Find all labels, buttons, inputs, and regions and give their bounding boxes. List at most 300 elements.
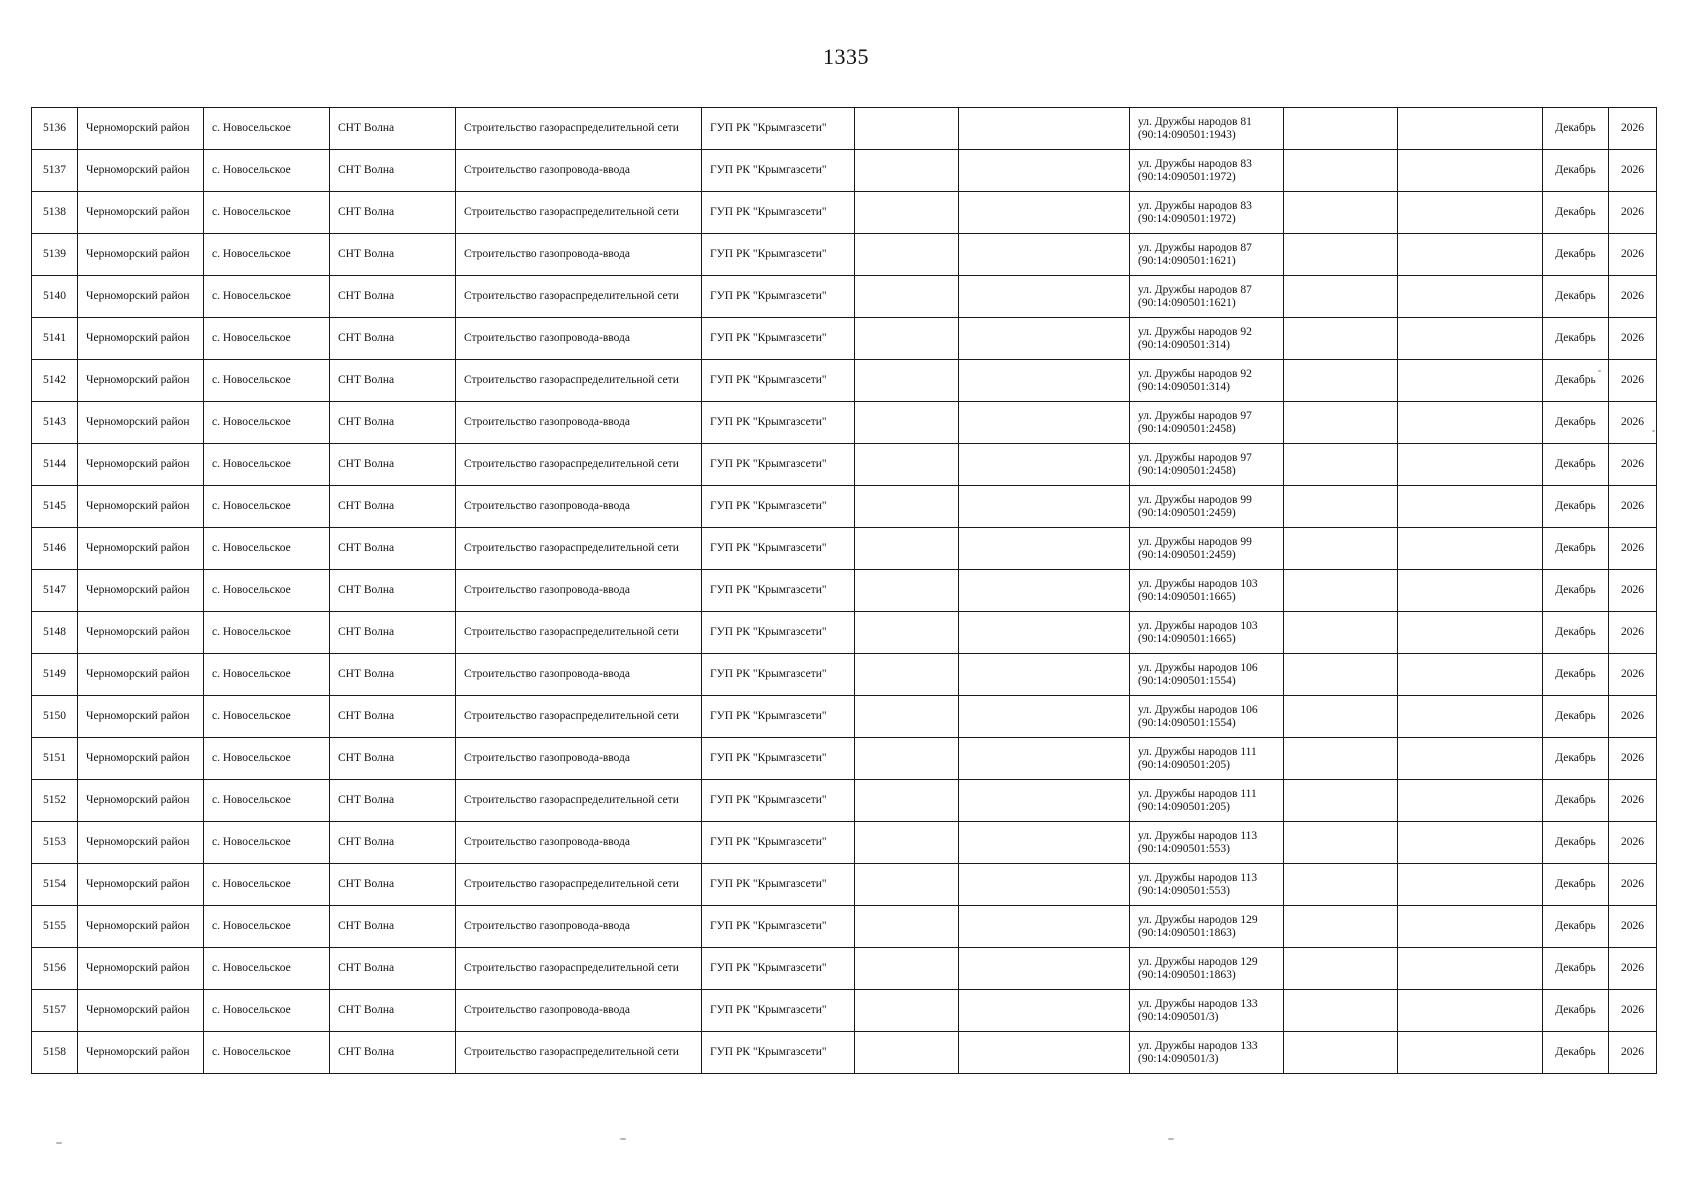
address-cell <box>1130 738 1284 780</box>
empty-cell <box>1284 150 1398 192</box>
empty-cell <box>959 1032 1130 1074</box>
empty-cell <box>959 276 1130 318</box>
year-cell: 2026 <box>1609 948 1657 990</box>
scan-speck <box>1652 430 1655 432</box>
organization-cell: ГУП РК "Крымгазсети" <box>702 696 855 738</box>
address-cell <box>1130 822 1284 864</box>
address-cell <box>1130 360 1284 402</box>
address-line: ул. Дружбы народов 92 <box>1138 325 1252 338</box>
month-cell: Декабрь <box>1543 192 1609 234</box>
empty-cell <box>855 150 959 192</box>
organization-cell: ГУП РК "Крымгазсети" <box>702 864 855 906</box>
table-row <box>32 822 1657 864</box>
district-cell: Черноморский район <box>78 402 204 444</box>
month-cell: Декабрь <box>1543 948 1609 990</box>
address-line: ул. Дружбы народов 87 <box>1138 241 1252 254</box>
table-row <box>32 444 1657 486</box>
row-number-cell: 5144 <box>32 444 78 486</box>
page-number: 1335 <box>823 44 869 69</box>
snt-cell: СНТ Волна <box>330 528 456 570</box>
work-type-cell: Строительство газопровода-ввода <box>456 822 702 864</box>
row-number-cell: 5152 <box>32 780 78 822</box>
empty-cell <box>1398 192 1543 234</box>
empty-cell <box>959 234 1130 276</box>
empty-cell <box>1284 780 1398 822</box>
table-row <box>32 276 1657 318</box>
empty-cell <box>855 444 959 486</box>
cadastral-number: (90:14:090501:553) <box>1138 884 1230 897</box>
organization-cell: ГУП РК "Крымгазсети" <box>702 612 855 654</box>
cadastral-number: (90:14:090501:1621) <box>1138 296 1236 309</box>
address-cell <box>1130 990 1284 1032</box>
work-type-cell: Строительство газораспределительной сети <box>456 108 702 150</box>
empty-cell <box>1398 276 1543 318</box>
month-cell: Декабрь <box>1543 318 1609 360</box>
year-cell: 2026 <box>1609 276 1657 318</box>
table-row <box>32 234 1657 276</box>
table-row <box>32 486 1657 528</box>
scan-speck <box>56 1142 62 1144</box>
empty-cell <box>959 990 1130 1032</box>
organization-cell: ГУП РК "Крымгазсети" <box>702 822 855 864</box>
address-line: ул. Дружбы народов 106 <box>1138 703 1258 716</box>
cadastral-number: (90:14:090501:2458) <box>1138 422 1236 435</box>
row-number-cell: 5154 <box>32 864 78 906</box>
cadastral-number: (90:14:090501:1665) <box>1138 632 1236 645</box>
snt-cell: СНТ Волна <box>330 360 456 402</box>
row-number-cell: 5138 <box>32 192 78 234</box>
organization-cell: ГУП РК "Крымгазсети" <box>702 528 855 570</box>
village-cell: с. Новосельское <box>204 150 330 192</box>
empty-cell <box>855 528 959 570</box>
empty-cell <box>1398 360 1543 402</box>
year-cell: 2026 <box>1609 444 1657 486</box>
cadastral-number: (90:14:090501:1943) <box>1138 128 1236 141</box>
snt-cell: СНТ Волна <box>330 948 456 990</box>
empty-cell <box>1398 612 1543 654</box>
organization-cell: ГУП РК "Крымгазсети" <box>702 990 855 1032</box>
village-cell: с. Новосельское <box>204 990 330 1032</box>
snt-cell: СНТ Волна <box>330 486 456 528</box>
district-cell: Черноморский район <box>78 612 204 654</box>
address-cell <box>1130 528 1284 570</box>
empty-cell <box>959 528 1130 570</box>
month-cell: Декабрь <box>1543 822 1609 864</box>
empty-cell <box>1284 276 1398 318</box>
organization-cell: ГУП РК "Крымгазсети" <box>702 738 855 780</box>
row-number-cell: 5150 <box>32 696 78 738</box>
empty-cell <box>1284 1032 1398 1074</box>
address-cell <box>1130 108 1284 150</box>
month-cell: Декабрь <box>1543 654 1609 696</box>
row-number-cell: 5146 <box>32 528 78 570</box>
month-cell: Декабрь <box>1543 528 1609 570</box>
organization-cell: ГУП РК "Крымгазсети" <box>702 780 855 822</box>
empty-cell <box>959 864 1130 906</box>
empty-cell <box>855 612 959 654</box>
table-row <box>32 108 1657 150</box>
table-row <box>32 402 1657 444</box>
work-type-cell: Строительство газораспределительной сети <box>456 192 702 234</box>
month-cell: Декабрь <box>1543 570 1609 612</box>
month-cell: Декабрь <box>1543 612 1609 654</box>
address-line: ул. Дружбы народов 129 <box>1138 913 1258 926</box>
work-type-cell: Строительство газораспределительной сети <box>456 276 702 318</box>
district-cell: Черноморский район <box>78 486 204 528</box>
table-row <box>32 570 1657 612</box>
month-cell: Декабрь <box>1543 402 1609 444</box>
address-cell <box>1130 318 1284 360</box>
snt-cell: СНТ Волна <box>330 738 456 780</box>
empty-cell <box>855 780 959 822</box>
snt-cell: СНТ Волна <box>330 864 456 906</box>
district-cell: Черноморский район <box>78 234 204 276</box>
empty-cell <box>1284 360 1398 402</box>
row-number-cell: 5137 <box>32 150 78 192</box>
address-line: ул. Дружбы народов 97 <box>1138 451 1252 464</box>
empty-cell <box>1398 738 1543 780</box>
district-cell: Черноморский район <box>78 360 204 402</box>
empty-cell <box>855 822 959 864</box>
empty-cell <box>959 780 1130 822</box>
work-type-cell: Строительство газопровода-ввода <box>456 318 702 360</box>
table-row <box>32 738 1657 780</box>
table-body <box>32 108 1657 1074</box>
empty-cell <box>1284 948 1398 990</box>
work-type-cell: Строительство газопровода-ввода <box>456 654 702 696</box>
address-line: ул. Дружбы народов 103 <box>1138 577 1258 590</box>
address-line: ул. Дружбы народов 106 <box>1138 661 1258 674</box>
empty-cell <box>1398 570 1543 612</box>
village-cell: с. Новосельское <box>204 696 330 738</box>
table-row <box>32 528 1657 570</box>
cadastral-number: (90:14:090501/3) <box>1138 1052 1219 1065</box>
work-type-cell: Строительство газораспределительной сети <box>456 360 702 402</box>
district-cell: Черноморский район <box>78 318 204 360</box>
month-cell: Декабрь <box>1543 360 1609 402</box>
empty-cell <box>855 234 959 276</box>
address-line: ул. Дружбы народов 83 <box>1138 157 1252 170</box>
year-cell: 2026 <box>1609 360 1657 402</box>
empty-cell <box>1284 444 1398 486</box>
empty-cell <box>1284 654 1398 696</box>
work-type-cell: Строительство газораспределительной сети <box>456 1032 702 1074</box>
empty-cell <box>959 696 1130 738</box>
cadastral-number: (90:14:090501:1554) <box>1138 674 1236 687</box>
empty-cell <box>959 192 1130 234</box>
empty-cell <box>959 360 1130 402</box>
empty-cell <box>1398 108 1543 150</box>
cadastral-number: (90:14:090501:1665) <box>1138 590 1236 603</box>
district-cell: Черноморский район <box>78 990 204 1032</box>
organization-cell: ГУП РК "Крымгазсети" <box>702 108 855 150</box>
year-cell: 2026 <box>1609 108 1657 150</box>
organization-cell: ГУП РК "Крымгазсети" <box>702 318 855 360</box>
year-cell: 2026 <box>1609 528 1657 570</box>
empty-cell <box>959 822 1130 864</box>
scan-speck <box>1168 1138 1174 1140</box>
row-number-cell: 5151 <box>32 738 78 780</box>
year-cell: 2026 <box>1609 612 1657 654</box>
work-type-cell: Строительство газораспределительной сети <box>456 444 702 486</box>
table-row <box>32 696 1657 738</box>
snt-cell: СНТ Волна <box>330 318 456 360</box>
month-cell: Декабрь <box>1543 780 1609 822</box>
empty-cell <box>855 948 959 990</box>
work-type-cell: Строительство газопровода-ввода <box>456 738 702 780</box>
table-row <box>32 906 1657 948</box>
empty-cell <box>1398 822 1543 864</box>
snt-cell: СНТ Волна <box>330 1032 456 1074</box>
organization-cell: ГУП РК "Крымгазсети" <box>702 444 855 486</box>
work-type-cell: Строительство газораспределительной сети <box>456 948 702 990</box>
village-cell: с. Новосельское <box>204 192 330 234</box>
empty-cell <box>959 150 1130 192</box>
month-cell: Декабрь <box>1543 444 1609 486</box>
empty-cell <box>1398 948 1543 990</box>
address-cell <box>1130 780 1284 822</box>
snt-cell: СНТ Волна <box>330 780 456 822</box>
organization-cell: ГУП РК "Крымгазсети" <box>702 906 855 948</box>
village-cell: с. Новосельское <box>204 360 330 402</box>
address-line: ул. Дружбы народов 99 <box>1138 493 1252 506</box>
empty-cell <box>1398 906 1543 948</box>
district-cell: Черноморский район <box>78 276 204 318</box>
empty-cell <box>855 654 959 696</box>
village-cell: с. Новосельское <box>204 864 330 906</box>
year-cell: 2026 <box>1609 780 1657 822</box>
month-cell: Декабрь <box>1543 738 1609 780</box>
snt-cell: СНТ Волна <box>330 906 456 948</box>
work-type-cell: Строительство газопровода-ввода <box>456 486 702 528</box>
table-row <box>32 864 1657 906</box>
village-cell: с. Новосельское <box>204 906 330 948</box>
empty-cell <box>1284 822 1398 864</box>
scan-speck <box>620 1138 626 1140</box>
village-cell: с. Новосельское <box>204 234 330 276</box>
empty-cell <box>855 570 959 612</box>
year-cell: 2026 <box>1609 696 1657 738</box>
empty-cell <box>1398 1032 1543 1074</box>
address-cell <box>1130 1032 1284 1074</box>
address-line: ул. Дружбы народов 129 <box>1138 955 1258 968</box>
month-cell: Декабрь <box>1543 1032 1609 1074</box>
empty-cell <box>1398 444 1543 486</box>
empty-cell <box>1398 486 1543 528</box>
empty-cell <box>855 108 959 150</box>
address-line: ул. Дружбы народов 103 <box>1138 619 1258 632</box>
village-cell: с. Новосельское <box>204 822 330 864</box>
address-line: ул. Дружбы народов 83 <box>1138 199 1252 212</box>
empty-cell <box>959 906 1130 948</box>
cadastral-number: (90:14:090501/3) <box>1138 1010 1219 1023</box>
village-cell: с. Новосельское <box>204 108 330 150</box>
month-cell: Декабрь <box>1543 696 1609 738</box>
empty-cell <box>855 276 959 318</box>
address-cell <box>1130 906 1284 948</box>
address-line: ул. Дружбы народов 113 <box>1138 871 1258 884</box>
district-cell: Черноморский район <box>78 1032 204 1074</box>
row-number-cell: 5141 <box>32 318 78 360</box>
table-row <box>32 990 1657 1032</box>
address-cell <box>1130 192 1284 234</box>
empty-cell <box>855 360 959 402</box>
month-cell: Декабрь <box>1543 108 1609 150</box>
address-line: ул. Дружбы народов 113 <box>1138 829 1258 842</box>
snt-cell: СНТ Волна <box>330 444 456 486</box>
village-cell: с. Новосельское <box>204 654 330 696</box>
empty-cell <box>1398 318 1543 360</box>
empty-cell <box>855 864 959 906</box>
address-line: ул. Дружбы народов 133 <box>1138 997 1258 1010</box>
work-type-cell: Строительство газопровода-ввода <box>456 990 702 1032</box>
year-cell: 2026 <box>1609 318 1657 360</box>
cadastral-number: (90:14:090501:205) <box>1138 800 1230 813</box>
address-cell <box>1130 444 1284 486</box>
row-number-cell: 5157 <box>32 990 78 1032</box>
empty-cell <box>855 486 959 528</box>
table-row <box>32 318 1657 360</box>
address-line: ул. Дружбы народов 87 <box>1138 283 1252 296</box>
month-cell: Декабрь <box>1543 486 1609 528</box>
year-cell: 2026 <box>1609 906 1657 948</box>
address-line: ул. Дружбы народов 92 <box>1138 367 1252 380</box>
year-cell: 2026 <box>1609 990 1657 1032</box>
village-cell: с. Новосельское <box>204 612 330 654</box>
row-number-cell: 5156 <box>32 948 78 990</box>
address-line: ул. Дружбы народов 81 <box>1138 115 1252 128</box>
address-cell <box>1130 234 1284 276</box>
work-type-cell: Строительство газораспределительной сети <box>456 696 702 738</box>
cadastral-number: (90:14:090501:2459) <box>1138 506 1236 519</box>
cadastral-number: (90:14:090501:2458) <box>1138 464 1236 477</box>
district-cell: Черноморский район <box>78 444 204 486</box>
year-cell: 2026 <box>1609 192 1657 234</box>
month-cell: Декабрь <box>1543 234 1609 276</box>
snt-cell: СНТ Волна <box>330 402 456 444</box>
cadastral-number: (90:14:090501:1972) <box>1138 170 1236 183</box>
empty-cell <box>959 654 1130 696</box>
row-number-cell: 5153 <box>32 822 78 864</box>
district-cell: Черноморский район <box>78 654 204 696</box>
snt-cell: СНТ Волна <box>330 150 456 192</box>
address-cell <box>1130 948 1284 990</box>
empty-cell <box>1398 990 1543 1032</box>
empty-cell <box>1284 990 1398 1032</box>
snt-cell: СНТ Волна <box>330 276 456 318</box>
empty-cell <box>1398 654 1543 696</box>
address-cell <box>1130 486 1284 528</box>
snt-cell: СНТ Волна <box>330 612 456 654</box>
empty-cell <box>1284 486 1398 528</box>
row-number-cell: 5145 <box>32 486 78 528</box>
address-cell <box>1130 864 1284 906</box>
year-cell: 2026 <box>1609 486 1657 528</box>
empty-cell <box>855 906 959 948</box>
empty-cell <box>959 318 1130 360</box>
month-cell: Декабрь <box>1543 150 1609 192</box>
empty-cell <box>855 990 959 1032</box>
village-cell: с. Новосельское <box>204 738 330 780</box>
cadastral-number: (90:14:090501:314) <box>1138 338 1230 351</box>
empty-cell <box>959 402 1130 444</box>
empty-cell <box>1398 864 1543 906</box>
empty-cell <box>1284 318 1398 360</box>
address-line: ул. Дружбы народов 111 <box>1138 745 1257 758</box>
organization-cell: ГУП РК "Крымгазсети" <box>702 402 855 444</box>
village-cell: с. Новосельское <box>204 444 330 486</box>
empty-cell <box>1284 864 1398 906</box>
row-number-cell: 5149 <box>32 654 78 696</box>
empty-cell <box>1398 234 1543 276</box>
district-cell: Черноморский район <box>78 864 204 906</box>
row-number-cell: 5147 <box>32 570 78 612</box>
organization-cell: ГУП РК "Крымгазсети" <box>702 276 855 318</box>
month-cell: Декабрь <box>1543 990 1609 1032</box>
cadastral-number: (90:14:090501:314) <box>1138 380 1230 393</box>
table-row <box>32 150 1657 192</box>
district-cell: Черноморский район <box>78 822 204 864</box>
snt-cell: СНТ Волна <box>330 990 456 1032</box>
empty-cell <box>1398 402 1543 444</box>
address-line: ул. Дружбы народов 111 <box>1138 787 1257 800</box>
empty-cell <box>959 486 1130 528</box>
cadastral-number: (90:14:090501:553) <box>1138 842 1230 855</box>
empty-cell <box>855 696 959 738</box>
empty-cell <box>855 738 959 780</box>
district-cell: Черноморский район <box>78 948 204 990</box>
district-cell: Черноморский район <box>78 738 204 780</box>
work-type-cell: Строительство газораспределительной сети <box>456 612 702 654</box>
address-cell <box>1130 654 1284 696</box>
cadastral-number: (90:14:090501:1972) <box>1138 212 1236 225</box>
organization-cell: ГУП РК "Крымгазсети" <box>702 150 855 192</box>
organization-cell: ГУП РК "Крымгазсети" <box>702 948 855 990</box>
month-cell: Декабрь <box>1543 276 1609 318</box>
table-row <box>32 360 1657 402</box>
cadastral-number: (90:14:090501:2459) <box>1138 548 1236 561</box>
village-cell: с. Новосельское <box>204 570 330 612</box>
table-row <box>32 654 1657 696</box>
village-cell: с. Новосельское <box>204 486 330 528</box>
district-cell: Черноморский район <box>78 906 204 948</box>
snt-cell: СНТ Волна <box>330 192 456 234</box>
year-cell: 2026 <box>1609 150 1657 192</box>
work-type-cell: Строительство газопровода-ввода <box>456 234 702 276</box>
snt-cell: СНТ Волна <box>330 822 456 864</box>
row-number-cell: 5155 <box>32 906 78 948</box>
work-type-cell: Строительство газопровода-ввода <box>456 906 702 948</box>
organization-cell: ГУП РК "Крымгазсети" <box>702 570 855 612</box>
snt-cell: СНТ Волна <box>330 696 456 738</box>
month-cell: Декабрь <box>1543 864 1609 906</box>
cadastral-number: (90:14:090501:1863) <box>1138 968 1236 981</box>
address-cell <box>1130 570 1284 612</box>
cadastral-number: (90:14:090501:1554) <box>1138 716 1236 729</box>
address-cell <box>1130 402 1284 444</box>
organization-cell: ГУП РК "Крымгазсети" <box>702 192 855 234</box>
address-cell <box>1130 612 1284 654</box>
cadastral-number: (90:14:090501:1863) <box>1138 926 1236 939</box>
empty-cell <box>1284 234 1398 276</box>
row-number-cell: 5143 <box>32 402 78 444</box>
empty-cell <box>1398 696 1543 738</box>
empty-cell <box>1284 696 1398 738</box>
organization-cell: ГУП РК "Крымгазсети" <box>702 654 855 696</box>
empty-cell <box>855 402 959 444</box>
cadastral-number: (90:14:090501:1621) <box>1138 254 1236 267</box>
village-cell: с. Новосельское <box>204 780 330 822</box>
